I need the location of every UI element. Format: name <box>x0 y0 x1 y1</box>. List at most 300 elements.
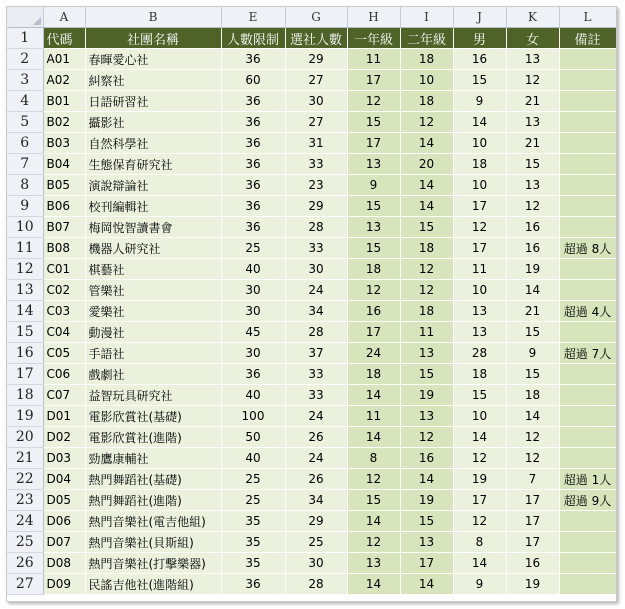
cell-note[interactable] <box>559 154 616 175</box>
row-header[interactable]: 10 <box>7 217 43 238</box>
cell-limit[interactable]: 45 <box>221 322 285 343</box>
column-header[interactable]: K <box>506 7 559 28</box>
cell-code[interactable]: C03 <box>43 301 85 322</box>
cell-limit[interactable]: 35 <box>221 532 285 553</box>
column-header[interactable]: B <box>85 7 221 28</box>
cell-male[interactable]: 18 <box>453 364 506 385</box>
cell-club-name[interactable]: 民謠吉他社(進階組) <box>85 574 221 595</box>
cell-enrolled[interactable]: 24 <box>285 406 347 427</box>
cell-note[interactable]: 超過 7人 <box>559 343 616 364</box>
table-row <box>7 574 616 595</box>
cell-enrolled[interactable]: 27 <box>285 112 347 133</box>
cell-male[interactable]: 9 <box>453 574 506 595</box>
table-row <box>7 70 616 91</box>
row-header[interactable]: 23 <box>7 490 43 511</box>
table-row <box>7 196 616 217</box>
cell-note[interactable] <box>559 406 616 427</box>
cell-female[interactable]: 17 <box>506 511 559 532</box>
cell-enrolled[interactable]: 33 <box>285 385 347 406</box>
cell-limit[interactable]: 36 <box>221 364 285 385</box>
cell-note[interactable] <box>559 259 616 280</box>
column-header[interactable]: E <box>221 7 285 28</box>
cell-code[interactable]: D02 <box>43 427 85 448</box>
cell-code[interactable]: D05 <box>43 490 85 511</box>
cell-male[interactable]: 15 <box>453 385 506 406</box>
cell-limit[interactable]: 40 <box>221 259 285 280</box>
table-row <box>7 259 616 280</box>
column-header[interactable]: L <box>559 7 616 28</box>
cell-grade2[interactable]: 12 <box>400 259 453 280</box>
cell-code[interactable]: C02 <box>43 280 85 301</box>
cell-club-name[interactable]: 棋藝社 <box>85 259 221 280</box>
cell-code[interactable]: A02 <box>43 70 85 91</box>
row-header[interactable]: 13 <box>7 280 43 301</box>
cell-male[interactable]: 10 <box>453 133 506 154</box>
cell-enrolled[interactable]: 37 <box>285 343 347 364</box>
cell-grade2[interactable]: 18 <box>400 91 453 112</box>
cell-code[interactable]: C01 <box>43 259 85 280</box>
cell-grade1[interactable]: 14 <box>347 511 400 532</box>
row-header[interactable]: 2 <box>7 49 43 70</box>
column-header[interactable]: J <box>453 7 506 28</box>
cell-limit[interactable]: 36 <box>221 49 285 70</box>
row-header[interactable]: 26 <box>7 553 43 574</box>
cell-female[interactable]: 15 <box>506 322 559 343</box>
cell-enrolled[interactable]: 31 <box>285 133 347 154</box>
cell-note[interactable] <box>559 322 616 343</box>
cell-grade1[interactable]: 9 <box>347 175 400 196</box>
cell-club-name[interactable]: 校刊編輯社 <box>85 196 221 217</box>
cell-male[interactable]: 10 <box>453 406 506 427</box>
cell-club-name[interactable]: 管樂社 <box>85 280 221 301</box>
cell-club-name[interactable]: 手語社 <box>85 343 221 364</box>
cell-code[interactable]: B02 <box>43 112 85 133</box>
cell-club-name[interactable]: 熱門舞蹈社(基礎) <box>85 469 221 490</box>
column-header[interactable]: H <box>347 7 400 28</box>
cell-note[interactable] <box>559 70 616 91</box>
cell-club-name[interactable]: 益智玩具研究社 <box>85 385 221 406</box>
row-header[interactable]: 17 <box>7 364 43 385</box>
spreadsheet-frame <box>6 6 617 602</box>
header-cell-grade2[interactable]: 二年級 <box>400 28 453 49</box>
row-header[interactable]: 6 <box>7 133 43 154</box>
column-header-row <box>7 7 616 28</box>
row-header[interactable]: 25 <box>7 532 43 553</box>
cell-grade2[interactable]: 15 <box>400 511 453 532</box>
row-header[interactable]: 18 <box>7 385 43 406</box>
cell-note[interactable] <box>559 49 616 70</box>
cell-male[interactable]: 8 <box>453 532 506 553</box>
cell-enrolled[interactable]: 28 <box>285 574 347 595</box>
table-header-row <box>7 28 616 49</box>
cell-club-name[interactable]: 電影欣賞社(進階) <box>85 427 221 448</box>
cell-code[interactable]: B05 <box>43 175 85 196</box>
cell-grade2[interactable]: 14 <box>400 196 453 217</box>
cell-male[interactable]: 12 <box>453 448 506 469</box>
cell-code[interactable]: C07 <box>43 385 85 406</box>
cell-male[interactable]: 13 <box>453 322 506 343</box>
cell-grade2[interactable]: 12 <box>400 280 453 301</box>
cell-male[interactable]: 18 <box>453 154 506 175</box>
cell-grade1[interactable]: 17 <box>347 70 400 91</box>
cell-note[interactable] <box>559 427 616 448</box>
cell-enrolled[interactable]: 24 <box>285 448 347 469</box>
cell-club-name[interactable]: 熱門音樂社(電吉他組) <box>85 511 221 532</box>
header-cell-grade1[interactable]: 一年級 <box>347 28 400 49</box>
cell-enrolled[interactable]: 25 <box>285 532 347 553</box>
cell-enrolled[interactable]: 33 <box>285 364 347 385</box>
cell-club-name[interactable]: 演說辯論社 <box>85 175 221 196</box>
row-header[interactable]: 11 <box>7 238 43 259</box>
cell-code[interactable]: D04 <box>43 469 85 490</box>
cell-grade2[interactable]: 13 <box>400 532 453 553</box>
cell-note[interactable] <box>559 553 616 574</box>
cell-female[interactable]: 15 <box>506 154 559 175</box>
cell-female[interactable]: 16 <box>506 217 559 238</box>
cell-limit[interactable]: 60 <box>221 70 285 91</box>
cell-male[interactable]: 10 <box>453 280 506 301</box>
cell-club-name[interactable]: 攝影社 <box>85 112 221 133</box>
cell-grade2[interactable]: 13 <box>400 406 453 427</box>
cell-enrolled[interactable]: 29 <box>285 49 347 70</box>
cell-club-name[interactable]: 機器人研究社 <box>85 238 221 259</box>
cell-note[interactable] <box>559 196 616 217</box>
header-cell-male[interactable]: 男 <box>453 28 506 49</box>
cell-grade1[interactable]: 8 <box>347 448 400 469</box>
cell-male[interactable]: 19 <box>453 469 506 490</box>
cell-enrolled[interactable]: 28 <box>285 217 347 238</box>
cell-male[interactable]: 12 <box>453 217 506 238</box>
cell-limit[interactable]: 36 <box>221 574 285 595</box>
cell-code[interactable]: D09 <box>43 574 85 595</box>
cell-code[interactable]: D07 <box>43 532 85 553</box>
cell-male[interactable]: 10 <box>453 175 506 196</box>
cell-female[interactable]: 21 <box>506 91 559 112</box>
table-row <box>7 490 616 511</box>
cell-enrolled[interactable]: 24 <box>285 280 347 301</box>
cell-club-name[interactable]: 電影欣賞社(基礎) <box>85 406 221 427</box>
cell-grade1[interactable]: 12 <box>347 532 400 553</box>
cell-male[interactable]: 12 <box>453 511 506 532</box>
table-row <box>7 448 616 469</box>
cell-code[interactable]: D03 <box>43 448 85 469</box>
cell-male[interactable]: 11 <box>453 259 506 280</box>
cell-code[interactable]: C05 <box>43 343 85 364</box>
cell-male[interactable]: 14 <box>453 427 506 448</box>
cell-male[interactable]: 14 <box>453 112 506 133</box>
cell-enrolled[interactable]: 23 <box>285 175 347 196</box>
cell-grade1[interactable]: 12 <box>347 280 400 301</box>
cell-club-name[interactable]: 愛樂社 <box>85 301 221 322</box>
cell-note[interactable]: 超過 9人 <box>559 490 616 511</box>
cell-female[interactable]: 17 <box>506 532 559 553</box>
row-header[interactable]: 1 <box>7 28 43 49</box>
cell-limit[interactable]: 36 <box>221 196 285 217</box>
cell-grade2[interactable]: 15 <box>400 364 453 385</box>
cell-enrolled[interactable]: 29 <box>285 511 347 532</box>
row-header[interactable]: 5 <box>7 112 43 133</box>
table-row <box>7 385 616 406</box>
cell-grade1[interactable]: 16 <box>347 301 400 322</box>
cell-note[interactable] <box>559 217 616 238</box>
cell-grade2[interactable]: 14 <box>400 175 453 196</box>
cell-grade1[interactable]: 18 <box>347 364 400 385</box>
column-header[interactable]: I <box>400 7 453 28</box>
row-header[interactable]: 8 <box>7 175 43 196</box>
cell-club-name[interactable]: 梅岡悅智讀書會 <box>85 217 221 238</box>
cell-female[interactable]: 16 <box>506 553 559 574</box>
cell-code[interactable]: C04 <box>43 322 85 343</box>
cell-female[interactable]: 19 <box>506 259 559 280</box>
cell-limit[interactable]: 35 <box>221 553 285 574</box>
cell-grade2[interactable]: 20 <box>400 154 453 175</box>
cell-club-name[interactable]: 春暉愛心社 <box>85 49 221 70</box>
cell-grade2[interactable]: 12 <box>400 427 453 448</box>
cell-grade1[interactable]: 14 <box>347 574 400 595</box>
cell-grade2[interactable]: 18 <box>400 301 453 322</box>
row-header[interactable]: 19 <box>7 406 43 427</box>
cell-enrolled[interactable]: 26 <box>285 427 347 448</box>
cell-female[interactable]: 16 <box>506 238 559 259</box>
cell-note[interactable] <box>559 280 616 301</box>
table-row <box>7 322 616 343</box>
table-row <box>7 406 616 427</box>
cell-enrolled[interactable]: 34 <box>285 301 347 322</box>
cell-limit[interactable]: 25 <box>221 469 285 490</box>
cell-grade2[interactable]: 17 <box>400 553 453 574</box>
cell-code[interactable]: A01 <box>43 49 85 70</box>
cell-female[interactable]: 17 <box>506 490 559 511</box>
cell-male[interactable]: 13 <box>453 301 506 322</box>
cell-note[interactable]: 超過 8人 <box>559 238 616 259</box>
cell-enrolled[interactable]: 26 <box>285 469 347 490</box>
cell-grade2[interactable]: 18 <box>400 49 453 70</box>
cell-limit[interactable]: 25 <box>221 490 285 511</box>
cell-grade1[interactable]: 14 <box>347 427 400 448</box>
cell-grade1[interactable]: 13 <box>347 154 400 175</box>
cell-female[interactable]: 21 <box>506 133 559 154</box>
cell-enrolled[interactable]: 30 <box>285 91 347 112</box>
table-row <box>7 91 616 112</box>
header-cell-female[interactable]: 女 <box>506 28 559 49</box>
cell-club-name[interactable]: 熱門音樂社(打擊樂器) <box>85 553 221 574</box>
cell-note[interactable]: 超過 1人 <box>559 469 616 490</box>
cell-note[interactable]: 超過 4人 <box>559 301 616 322</box>
cell-grade2[interactable]: 16 <box>400 448 453 469</box>
cell-female[interactable]: 13 <box>506 175 559 196</box>
cell-male[interactable]: 15 <box>453 70 506 91</box>
cell-enrolled[interactable]: 33 <box>285 238 347 259</box>
cell-grade1[interactable]: 15 <box>347 196 400 217</box>
cell-club-name[interactable]: 熱門音樂社(貝斯組) <box>85 532 221 553</box>
cell-club-name[interactable]: 勁鷹康輔社 <box>85 448 221 469</box>
cell-female[interactable]: 13 <box>506 49 559 70</box>
row-header[interactable]: 14 <box>7 301 43 322</box>
cell-female[interactable]: 12 <box>506 427 559 448</box>
cell-club-name[interactable]: 熱門舞蹈社(進階) <box>85 490 221 511</box>
cell-grade2[interactable]: 13 <box>400 343 453 364</box>
cell-enrolled[interactable]: 30 <box>285 553 347 574</box>
table-row <box>7 217 616 238</box>
table-row <box>7 532 616 553</box>
cell-female[interactable]: 12 <box>506 70 559 91</box>
cell-club-name[interactable]: 糾察社 <box>85 70 221 91</box>
row-header[interactable]: 9 <box>7 196 43 217</box>
row-header[interactable]: 24 <box>7 511 43 532</box>
cell-grade1[interactable]: 17 <box>347 133 400 154</box>
cell-female[interactable]: 14 <box>506 280 559 301</box>
cell-limit[interactable]: 36 <box>221 217 285 238</box>
cell-grade2[interactable]: 11 <box>400 322 453 343</box>
cell-note[interactable] <box>559 532 616 553</box>
header-cell-note[interactable]: 備註 <box>559 28 616 49</box>
row-header[interactable]: 12 <box>7 259 43 280</box>
cell-enrolled[interactable]: 28 <box>285 322 347 343</box>
cell-club-name[interactable]: 戲劇社 <box>85 364 221 385</box>
cell-note[interactable] <box>559 112 616 133</box>
cell-limit[interactable]: 30 <box>221 301 285 322</box>
table-row <box>7 511 616 532</box>
cell-limit[interactable]: 36 <box>221 154 285 175</box>
row-header[interactable]: 22 <box>7 469 43 490</box>
cell-grade1[interactable]: 14 <box>347 385 400 406</box>
select-all-triangle-icon[interactable] <box>7 7 43 28</box>
cell-club-name[interactable]: 自然科學社 <box>85 133 221 154</box>
cell-grade2[interactable]: 14 <box>400 574 453 595</box>
cell-club-name[interactable]: 日語研習社 <box>85 91 221 112</box>
column-header[interactable]: A <box>43 7 85 28</box>
cell-note[interactable] <box>559 511 616 532</box>
cell-enrolled[interactable]: 33 <box>285 154 347 175</box>
cell-female[interactable]: 19 <box>506 574 559 595</box>
cell-grade1[interactable]: 12 <box>347 469 400 490</box>
cell-grade2[interactable]: 10 <box>400 70 453 91</box>
cell-enrolled[interactable]: 30 <box>285 259 347 280</box>
cell-female[interactable]: 9 <box>506 343 559 364</box>
cell-male[interactable]: 16 <box>453 49 506 70</box>
cell-limit[interactable]: 100 <box>221 406 285 427</box>
cell-note[interactable] <box>559 385 616 406</box>
cell-grade1[interactable]: 11 <box>347 406 400 427</box>
table-row <box>7 154 616 175</box>
cell-grade2[interactable]: 19 <box>400 385 453 406</box>
cell-grade2[interactable]: 14 <box>400 133 453 154</box>
table-row <box>7 553 616 574</box>
row-header[interactable]: 15 <box>7 322 43 343</box>
row-header[interactable]: 20 <box>7 427 43 448</box>
row-header[interactable]: 27 <box>7 574 43 595</box>
cell-female[interactable]: 14 <box>506 406 559 427</box>
cell-male[interactable]: 17 <box>453 238 506 259</box>
cell-grade1[interactable]: 18 <box>347 259 400 280</box>
cell-code[interactable]: B03 <box>43 133 85 154</box>
cell-grade2[interactable]: 19 <box>400 490 453 511</box>
cell-limit[interactable]: 36 <box>221 133 285 154</box>
row-header[interactable]: 7 <box>7 154 43 175</box>
cell-female[interactable]: 12 <box>506 448 559 469</box>
cell-code[interactable]: B04 <box>43 154 85 175</box>
cell-code[interactable]: B01 <box>43 91 85 112</box>
row-header[interactable]: 3 <box>7 70 43 91</box>
cell-grade1[interactable]: 13 <box>347 217 400 238</box>
cell-grade2[interactable]: 15 <box>400 217 453 238</box>
cell-code[interactable]: B06 <box>43 196 85 217</box>
cell-note[interactable] <box>559 448 616 469</box>
cell-grade1[interactable]: 24 <box>347 343 400 364</box>
cell-limit[interactable]: 25 <box>221 238 285 259</box>
cell-note[interactable] <box>559 133 616 154</box>
cell-grade1[interactable]: 15 <box>347 238 400 259</box>
cell-male[interactable]: 14 <box>453 553 506 574</box>
row-header[interactable]: 4 <box>7 91 43 112</box>
row-header[interactable]: 21 <box>7 448 43 469</box>
cell-code[interactable]: B08 <box>43 238 85 259</box>
cell-female[interactable]: 13 <box>506 112 559 133</box>
column-header[interactable]: G <box>285 7 347 28</box>
cell-grade1[interactable]: 15 <box>347 490 400 511</box>
cell-limit[interactable]: 30 <box>221 280 285 301</box>
cell-male[interactable]: 28 <box>453 343 506 364</box>
cell-female[interactable]: 15 <box>506 364 559 385</box>
cell-note[interactable] <box>559 364 616 385</box>
cell-limit[interactable]: 30 <box>221 343 285 364</box>
cell-limit[interactable]: 40 <box>221 448 285 469</box>
cell-male[interactable]: 9 <box>453 91 506 112</box>
cell-enrolled[interactable]: 27 <box>285 70 347 91</box>
header-cell-code[interactable]: 代碼 <box>43 28 85 49</box>
table-row <box>7 280 616 301</box>
cell-limit[interactable]: 50 <box>221 427 285 448</box>
cell-grade1[interactable]: 11 <box>347 49 400 70</box>
cell-grade1[interactable]: 12 <box>347 91 400 112</box>
cell-grade2[interactable]: 14 <box>400 469 453 490</box>
header-cell-club-name[interactable]: 社團名稱 <box>85 28 221 49</box>
cell-limit[interactable]: 36 <box>221 91 285 112</box>
header-cell-enrolled[interactable]: 選社人數 <box>285 28 347 49</box>
cell-limit[interactable]: 35 <box>221 511 285 532</box>
row-header[interactable]: 16 <box>7 343 43 364</box>
cell-enrolled[interactable]: 34 <box>285 490 347 511</box>
cell-note[interactable] <box>559 175 616 196</box>
cell-female[interactable]: 21 <box>506 301 559 322</box>
cell-female[interactable]: 12 <box>506 196 559 217</box>
cell-male[interactable]: 17 <box>453 196 506 217</box>
cell-code[interactable]: D01 <box>43 406 85 427</box>
cell-grade1[interactable]: 15 <box>347 112 400 133</box>
cell-limit[interactable]: 40 <box>221 385 285 406</box>
cell-club-name[interactable]: 生態保育研究社 <box>85 154 221 175</box>
cell-grade2[interactable]: 12 <box>400 112 453 133</box>
cell-limit[interactable]: 36 <box>221 175 285 196</box>
cell-female[interactable]: 7 <box>506 469 559 490</box>
cell-female[interactable]: 18 <box>506 385 559 406</box>
cell-code[interactable]: D06 <box>43 511 85 532</box>
cell-grade1[interactable]: 17 <box>347 322 400 343</box>
header-cell-limit[interactable]: 人數限制 <box>221 28 285 49</box>
table-row <box>7 49 616 70</box>
cell-code[interactable]: C06 <box>43 364 85 385</box>
cell-code[interactable]: B07 <box>43 217 85 238</box>
cell-note[interactable] <box>559 574 616 595</box>
cell-limit[interactable]: 36 <box>221 112 285 133</box>
cell-enrolled[interactable]: 29 <box>285 196 347 217</box>
cell-male[interactable]: 17 <box>453 490 506 511</box>
cell-club-name[interactable]: 動漫社 <box>85 322 221 343</box>
cell-note[interactable] <box>559 91 616 112</box>
cell-grade2[interactable]: 18 <box>400 238 453 259</box>
cell-grade1[interactable]: 13 <box>347 553 400 574</box>
cell-code[interactable]: D08 <box>43 553 85 574</box>
